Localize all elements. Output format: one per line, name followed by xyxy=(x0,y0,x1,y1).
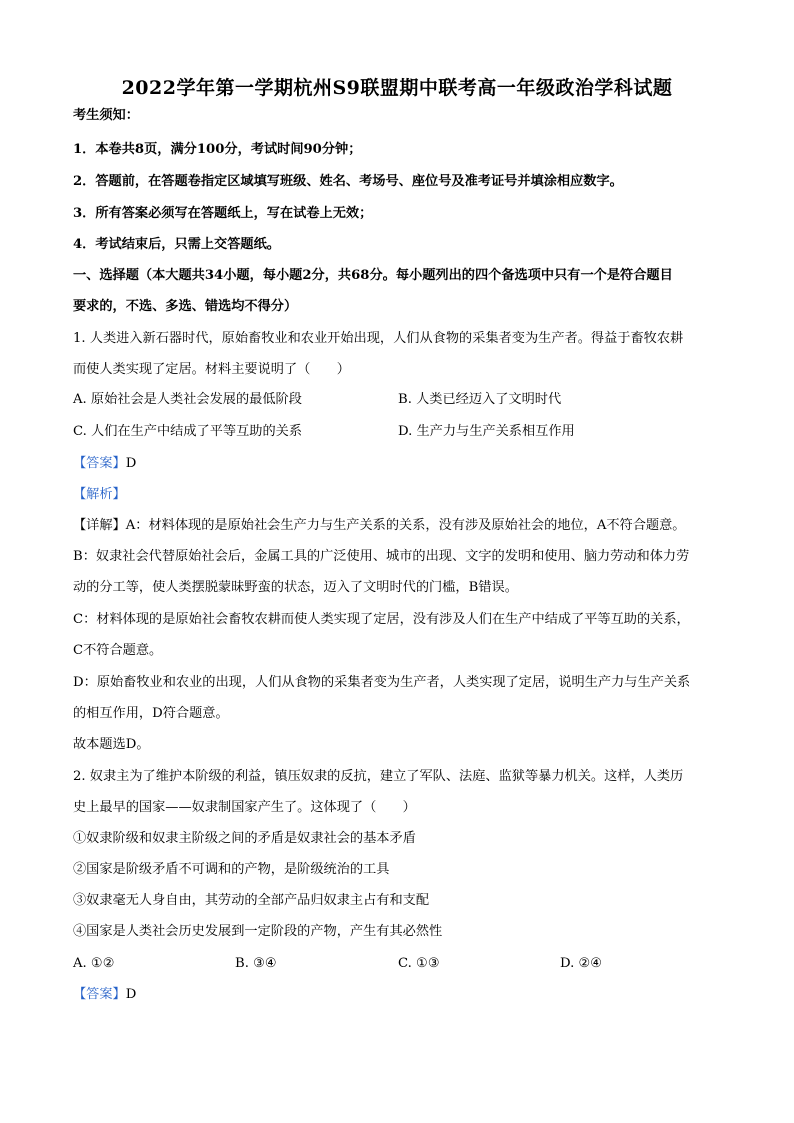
q2-statement-2: ②国家是阶级矛盾不可调和的产物，是阶级统治的工具 xyxy=(73,862,390,877)
q1-detail-tag: 【详解】 xyxy=(73,518,126,533)
q1-detail-line3: 动的分工等，使人类摆脱蒙昧野蛮的状态，迈入了文明时代的门槛，B错误。 xyxy=(73,580,518,595)
q1-detail-line1 xyxy=(73,517,723,535)
q1-option-a: A. 原始社会是人类社会发展的最低阶段 xyxy=(73,392,302,407)
q1-answer-value: D xyxy=(125,456,137,471)
q1-answer-tag: 【答案】 xyxy=(73,456,126,471)
q1-detail-line8: 故本题选D。 xyxy=(73,737,150,752)
section-heading-line2: 要求的，不选、多选、错选均不得分） xyxy=(73,299,298,314)
q2-option-b: B. ③④ xyxy=(235,956,277,971)
notice-item-2: 2．答题前，在答题卷指定区域填写班级、姓名、考场号、座位号及准考证号并填涂相应数字。 xyxy=(73,174,623,189)
q1-stem-line1: 1. 人类进入新石器时代，原始畜牧业和农业开始出现，人们从食物的采集者变为生产者。得益于畜牧农耕 xyxy=(73,331,684,346)
q1-option-b: B. 人类已经迈入了文明时代 xyxy=(398,392,562,407)
q2-option-d: D. ②④ xyxy=(560,956,603,971)
q2-stem-line2: 史上最早的国家——奴隶制国家产生了。这体现了（ ） xyxy=(73,800,416,815)
q1-detail-line5: C不符合题意。 xyxy=(73,643,163,658)
notice-heading: 考生须知： xyxy=(73,108,139,123)
q2-option-a: A. ①② xyxy=(73,956,115,971)
q2-statement-4: ④国家是人类社会历史发展到一定阶段的产物，产生有其必然性 xyxy=(73,924,443,939)
q2-option-c: C. ①③ xyxy=(398,956,440,971)
q2-stem-line1: 2. 奴隶主为了维护本阶级的利益，镇压奴隶的反抗，建立了军队、法庭、监狱等暴力机关。这样，人类历 xyxy=(73,769,684,784)
q1-detail-line7: 的相互作用，D符合题意。 xyxy=(73,706,229,721)
section-heading-line1: 一、选择题（本大题共34小题，每小题2分，共68分。每小题列出的四个备选项中只有一个是符合题目 xyxy=(73,268,673,283)
q1-detail-line2: B：奴隶社会代替原始社会后，金属工具的广泛使用、城市的出现、文字的发明和使用、脑力劳动和体力劳 xyxy=(73,549,690,564)
q1-detail-line6: D：原始畜牧业和农业的出现，人们从食物的采集者变为生产者，人类实现了定居，说明生产力与生产关系 xyxy=(73,675,691,690)
q2-answer-value: D xyxy=(125,987,137,1002)
q1-option-c: C. 人们在生产中结成了平等互助的关系 xyxy=(73,424,303,439)
notice-item-1: 1．本卷共8页，满分100分，考试时间90分钟； xyxy=(73,142,362,157)
q1-detail-text: A：材料体现的是原始社会生产力与生产关系的关系，没有涉及原始社会的地位，A不符合题意。 xyxy=(125,518,686,533)
notice-item-4: 4．考试结束后，只需上交答题纸。 xyxy=(73,237,280,252)
q2-answer-tag: 【答案】 xyxy=(73,987,126,1002)
q1-detail-line4: C：材料体现的是原始社会畜牧农耕而使人类实现了定居，没有涉及人们在生产中结成了平等互助的关系， xyxy=(73,612,690,627)
q2-statement-3: ③奴隶毫无人身自由，其劳动的全部产品归奴隶主占有和支配 xyxy=(73,893,430,908)
exam-title: 2022学年第一学期杭州S9联盟期中联考高一年级政治学科试题 xyxy=(121,77,673,99)
q2-answer-row xyxy=(73,986,723,1004)
q1-analysis-tag: 【解析】 xyxy=(73,487,126,502)
notice-item-3: 3．所有答案必须写在答题纸上，写在试卷上无效； xyxy=(73,206,373,221)
q1-option-d: D. 生产力与生产关系相互作用 xyxy=(398,424,575,439)
q1-stem-line2: 而使人类实现了定居。材料主要说明了（ ） xyxy=(73,362,350,377)
q1-answer-row xyxy=(73,455,723,473)
q2-statement-1: ①奴隶阶级和奴隶主阶级之间的矛盾是奴隶社会的基本矛盾 xyxy=(73,831,416,846)
